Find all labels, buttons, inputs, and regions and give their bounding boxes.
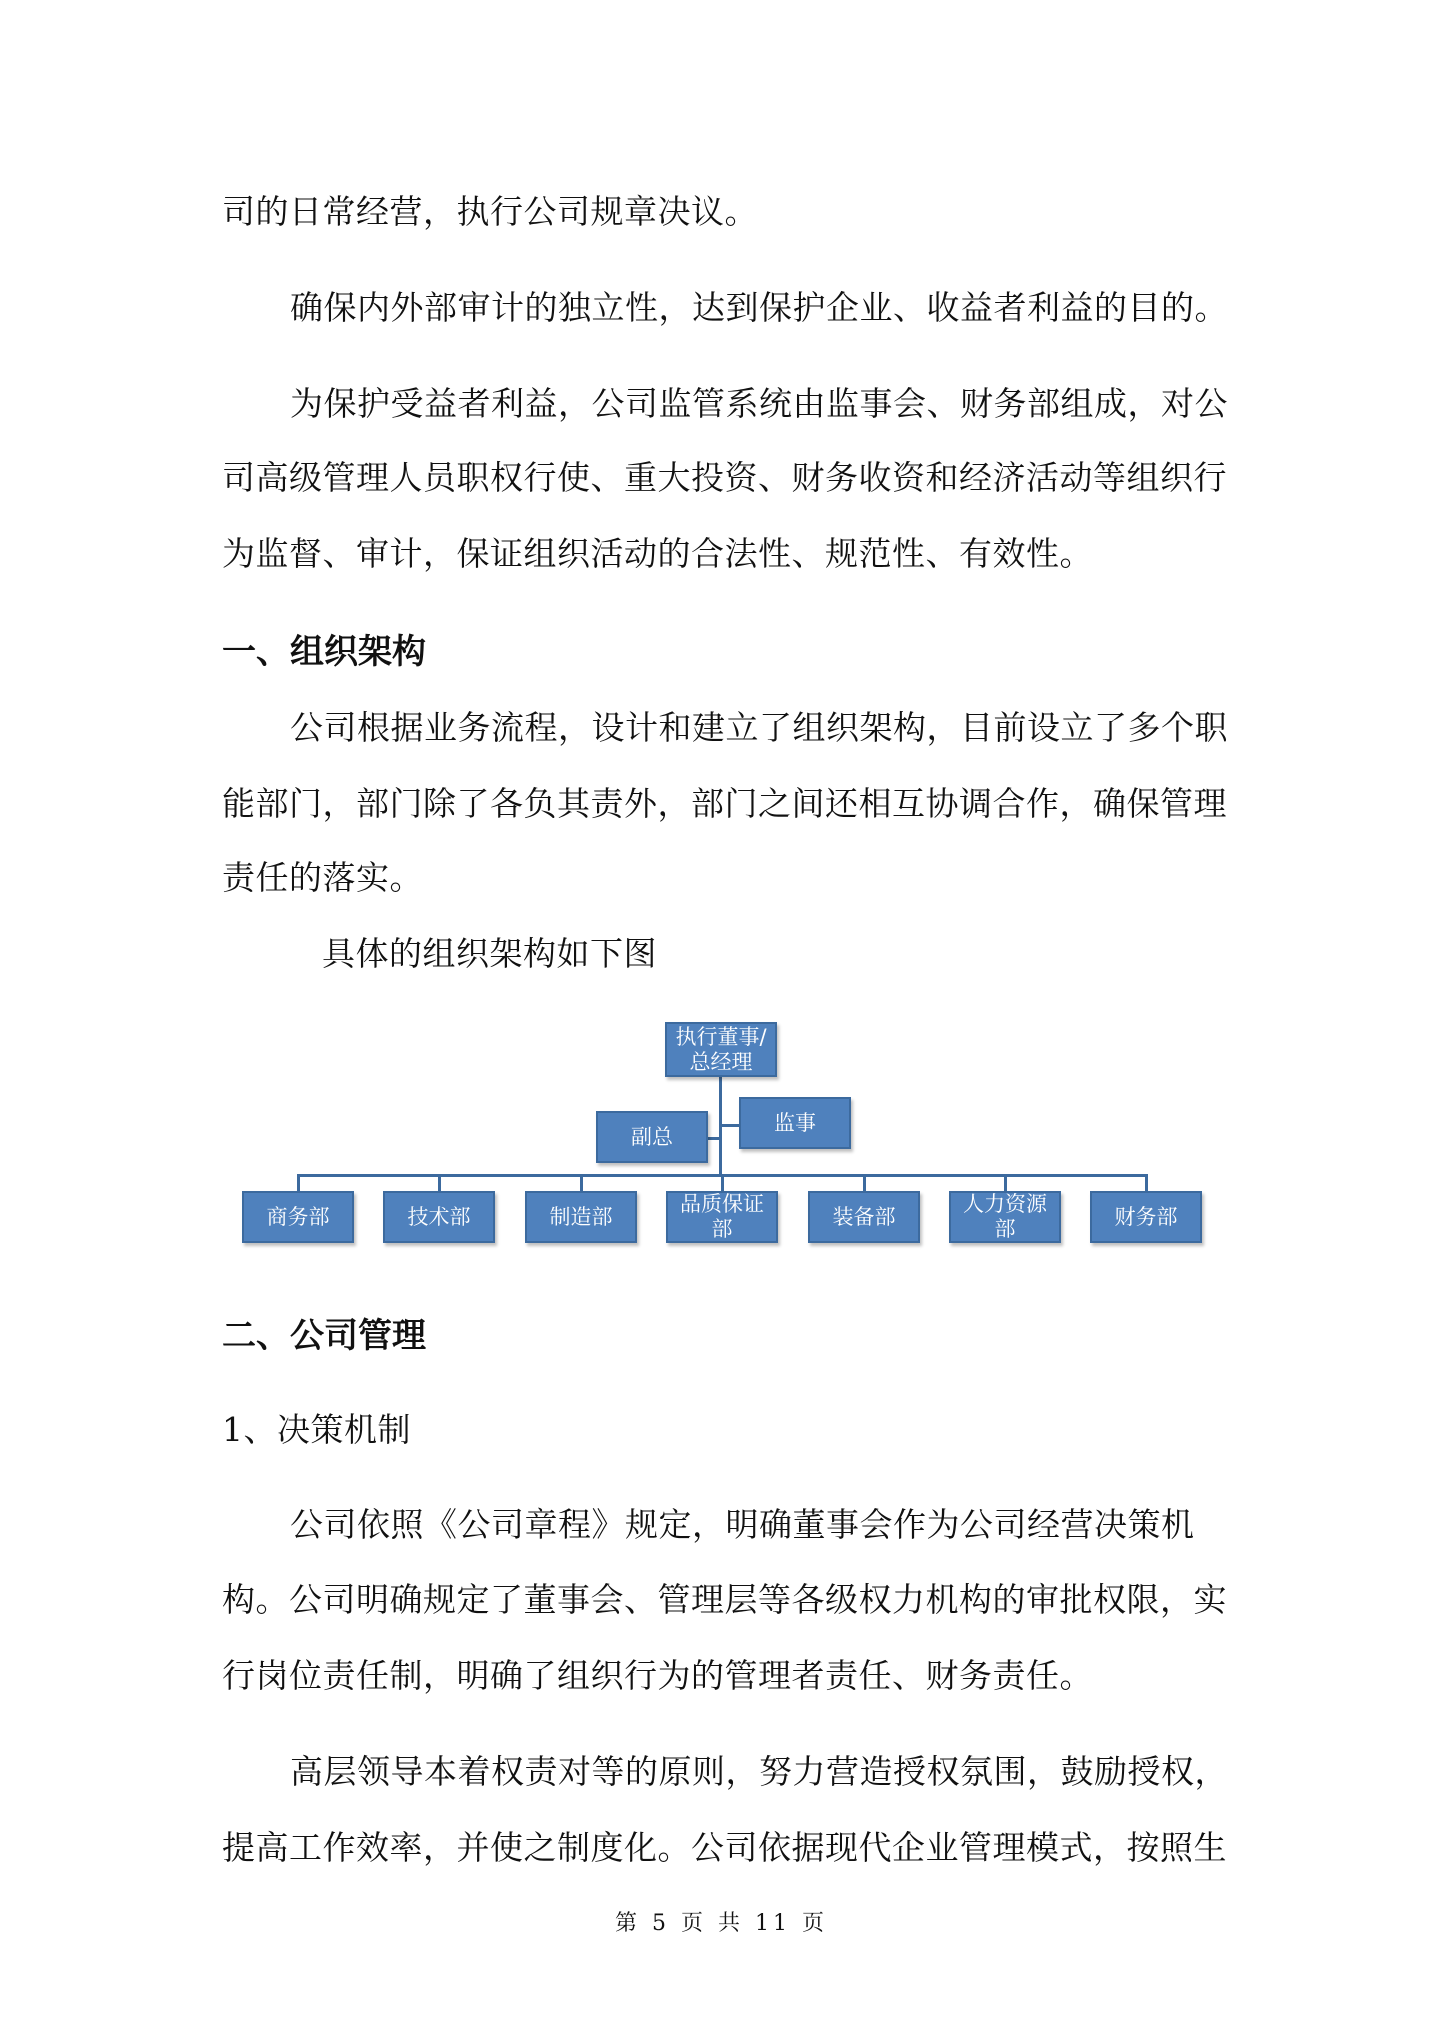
page-footer: 第 5 页 共 11 页 — [615, 1911, 828, 1936]
org-box-department: 财务部 — [1090, 1191, 1202, 1243]
subsection-heading: 1、决策机制 — [222, 1410, 411, 1449]
section-heading-org: 一、组织架构 — [222, 632, 426, 672]
org-box-department: 制造部 — [525, 1191, 637, 1243]
paragraph-line: 提高工作效率，并使之制度化。公司依据现代企业管理模式，按照生 — [222, 1828, 1227, 1867]
paragraph-line: 确保内外部审计的独立性，达到保护企业、收益者利益的目的。 — [290, 288, 1228, 327]
org-box-department: 商务部 — [242, 1191, 354, 1243]
connector-supervisor — [721, 1124, 741, 1127]
connector-drop — [438, 1174, 441, 1192]
org-box-department: 技术部 — [383, 1191, 495, 1243]
org-box-deputy: 副总 — [596, 1111, 708, 1163]
paragraph-line: 能部门，部门除了各负其责外，部门之间还相互协调合作，确保管理 — [222, 784, 1227, 823]
paragraph-line: 公司根据业务流程，设计和建立了组织架构，目前设立了多个职 — [290, 708, 1228, 747]
connector-drop — [297, 1174, 300, 1192]
paragraph-line: 司的日常经营，执行公司规章决议。 — [222, 192, 758, 231]
org-box-department: 装备部 — [808, 1191, 920, 1243]
connector-drop — [863, 1174, 866, 1192]
org-box-department: 品质保证部 — [666, 1191, 778, 1243]
paragraph-line: 高层领导本着权责对等的原则，努力营造授权氛围，鼓励授权， — [290, 1752, 1228, 1791]
connector-drop — [580, 1174, 583, 1192]
section-heading-management: 二、公司管理 — [222, 1316, 426, 1356]
paragraph-line: 构。公司明确规定了董事会、管理层等各级权力机构的审批权限，实 — [222, 1580, 1227, 1619]
figure-caption: 具体的组织架构如下图 — [322, 934, 657, 973]
org-box-executive: 执行董事/总经理 — [665, 1022, 777, 1077]
connector-deputy — [707, 1137, 721, 1140]
connector-drop — [1145, 1174, 1148, 1192]
org-box-department: 人力资源部 — [949, 1191, 1061, 1243]
paragraph-line: 行岗位责任制，明确了组织行为的管理者责任、财务责任。 — [222, 1656, 1093, 1695]
connector-drop — [1004, 1174, 1007, 1192]
org-box-supervisor: 监事 — [739, 1097, 851, 1149]
paragraph-line: 为保护受益者利益，公司监管系统由监事会、财务部组成，对公 — [290, 384, 1228, 423]
paragraph-line: 责任的落实。 — [222, 858, 423, 897]
paragraph-line: 公司依照《公司章程》规定，明确董事会作为公司经营决策机 — [290, 1505, 1195, 1544]
connector-drop — [721, 1174, 724, 1192]
paragraph-line: 为监督、审计，保证组织活动的合法性、规范性、有效性。 — [222, 534, 1093, 573]
paragraph-line: 司高级管理人员职权行使、重大投资、财务收资和经济活动等组织行 — [222, 458, 1227, 497]
